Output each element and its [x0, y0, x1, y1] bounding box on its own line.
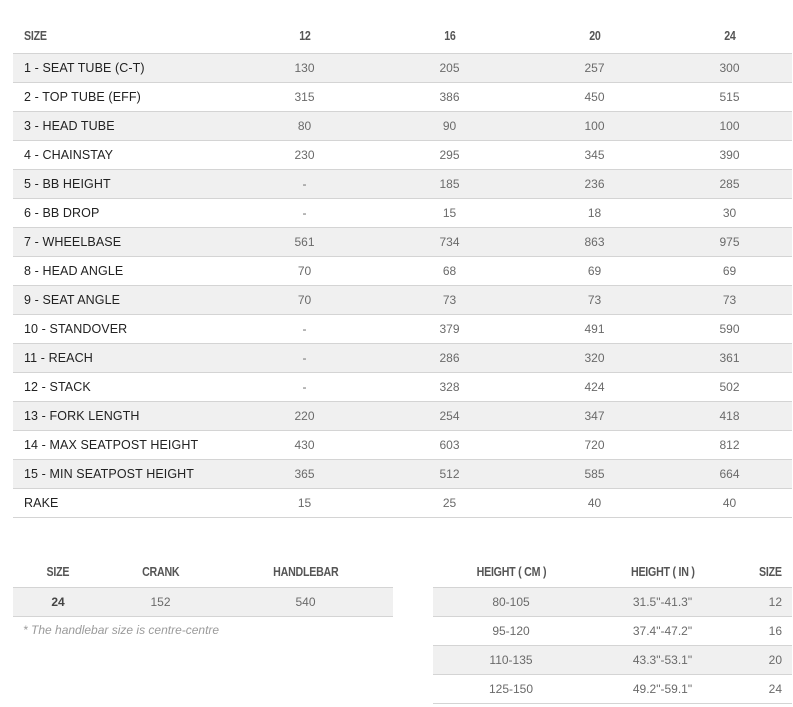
cell-value: 40: [722, 496, 737, 510]
row-label: 8 - HEAD ANGLE: [24, 264, 124, 278]
cell-value: 30: [722, 206, 737, 220]
components-table: [13, 556, 393, 617]
cell-value: -: [302, 380, 307, 394]
height-in-value: 43.3"-53.1": [632, 653, 693, 667]
cell-value: 491: [584, 322, 605, 336]
row-label: 3 - HEAD TUBE: [24, 119, 115, 133]
table-row: [13, 257, 792, 286]
row-label: 13 - FORK LENGTH: [24, 409, 140, 423]
cell-value: 100: [584, 119, 605, 133]
cell-value: 561: [294, 235, 315, 249]
geometry-body: [13, 54, 792, 518]
row-label: 12 - STACK: [24, 380, 91, 394]
geometry-table: [13, 19, 792, 518]
cell-value: 73: [442, 293, 457, 307]
row-label: RAKE: [24, 496, 59, 510]
table-row: [13, 373, 792, 402]
cell-value: 236: [584, 177, 605, 191]
cell-value: 285: [719, 177, 740, 191]
cell-value: 69: [722, 264, 737, 278]
height-cm-value: 95-120: [492, 624, 530, 638]
cell-value: -: [302, 177, 307, 191]
row-label: 5 - BB HEIGHT: [24, 177, 111, 191]
table-row: [13, 83, 792, 112]
table-row: [13, 286, 792, 315]
cell-value: 424: [584, 380, 605, 394]
row-label: 15 - MIN SEATPOST HEIGHT: [24, 467, 195, 481]
row-label: 2 - TOP TUBE (EFF): [24, 90, 141, 104]
components-header-row: [13, 556, 393, 588]
table-row: [433, 617, 792, 646]
cell-value: 257: [584, 61, 605, 75]
crank-value: 152: [150, 595, 171, 609]
cell-value: 230: [294, 148, 315, 162]
table-row: [13, 344, 792, 373]
cell-value: 863: [584, 235, 605, 249]
cell-value: 515: [719, 90, 740, 104]
cell-value: 512: [439, 467, 460, 481]
cell-value: 720: [584, 438, 605, 452]
row-label: 14 - MAX SEATPOST HEIGHT: [24, 438, 199, 452]
size-column-header: 24: [723, 28, 736, 43]
table-row: [13, 431, 792, 460]
table-row: [13, 402, 792, 431]
cell-value: 379: [439, 322, 460, 336]
cell-value: 315: [294, 90, 315, 104]
cell-value: 300: [719, 61, 740, 75]
height-cm-value: 80-105: [492, 595, 530, 609]
cell-value: 73: [722, 293, 737, 307]
cell-value: 68: [442, 264, 457, 278]
cell-value: 286: [439, 351, 460, 365]
size-column-header: 12: [298, 28, 311, 43]
size-header: SIZE: [24, 28, 47, 43]
cell-value: 130: [294, 61, 315, 75]
height-in-value: 49.2"-59.1": [632, 682, 693, 696]
row-label: 6 - BB DROP: [24, 206, 100, 220]
cell-value: 25: [442, 496, 457, 510]
geometry-header-row: [13, 19, 792, 54]
cell-value: 347: [584, 409, 605, 423]
cell-value: 734: [439, 235, 460, 249]
cell-value: 90: [442, 119, 457, 133]
cell-value: 254: [439, 409, 460, 423]
table-row: [433, 588, 792, 617]
table-row: [13, 199, 792, 228]
cell-value: 18: [587, 206, 602, 220]
handlebar-note: * The handlebar size is centre-centre: [23, 623, 220, 637]
table-row: [433, 646, 792, 675]
cell-value: 40: [587, 496, 602, 510]
rider-height-table: [433, 556, 792, 704]
rider-height-body: [433, 588, 792, 704]
cell-value: 100: [719, 119, 740, 133]
row-label: 10 - STANDOVER: [24, 322, 128, 336]
height-cm-value: 125-150: [488, 682, 534, 696]
handlebar-value: 540: [295, 595, 316, 609]
table-row: [13, 54, 792, 83]
height-in-value: 37.4"-47.2": [632, 624, 693, 638]
cell-value: 80: [297, 119, 312, 133]
cell-value: 390: [719, 148, 740, 162]
cell-value: 502: [719, 380, 740, 394]
cell-value: 418: [719, 409, 740, 423]
cell-value: 205: [439, 61, 460, 75]
height-cm-header: HEIGHT ( CM ): [476, 563, 546, 579]
table-row: [13, 170, 792, 199]
cell-value: 70: [297, 264, 312, 278]
size-column-header: 20: [588, 28, 601, 43]
cell-value: 585: [584, 467, 605, 481]
height-size-header: SIZE: [759, 563, 782, 579]
height-size-value: 20: [768, 653, 782, 667]
row-label: 11 - REACH: [24, 351, 93, 365]
size-column-header: 16: [443, 28, 456, 43]
handlebar-header: HANDLEBAR: [272, 563, 339, 579]
cell-value: 185: [439, 177, 460, 191]
row-label: 1 - SEAT TUBE (C-T): [24, 61, 145, 75]
cell-value: 975: [719, 235, 740, 249]
components-size-value: 24: [51, 595, 65, 609]
cell-value: 450: [584, 90, 605, 104]
cell-value: 386: [439, 90, 460, 104]
cell-value: 69: [587, 264, 602, 278]
cell-value: 73: [587, 293, 602, 307]
cell-value: -: [302, 206, 307, 220]
cell-value: -: [302, 351, 307, 365]
table-row: [13, 489, 792, 518]
cell-value: 295: [439, 148, 460, 162]
cell-value: 328: [439, 380, 460, 394]
components-size-header: SIZE: [46, 563, 70, 579]
height-size-value: 12: [768, 595, 782, 609]
cell-value: 603: [439, 438, 460, 452]
cell-value: 15: [297, 496, 312, 510]
table-row: [433, 675, 792, 704]
cell-value: 15: [442, 206, 457, 220]
cell-value: 590: [719, 322, 740, 336]
cell-value: 320: [584, 351, 605, 365]
table-row: [13, 460, 792, 489]
cell-value: 664: [719, 467, 740, 481]
height-in-header: HEIGHT ( IN ): [630, 563, 695, 579]
row-label: 7 - WHEELBASE: [24, 235, 122, 249]
table-row: [13, 141, 792, 170]
cell-value: 70: [297, 293, 312, 307]
row-label: 4 - CHAINSTAY: [24, 148, 114, 162]
row-label: 9 - SEAT ANGLE: [24, 293, 121, 307]
table-row: [13, 315, 792, 344]
cell-value: 812: [719, 438, 740, 452]
cell-value: -: [302, 322, 307, 336]
rider-height-header-row: [433, 556, 792, 588]
height-size-value: 24: [768, 682, 782, 696]
height-cm-value: 110-135: [489, 653, 533, 667]
cell-value: 430: [294, 438, 315, 452]
table-row: [13, 228, 792, 257]
cell-value: 345: [584, 148, 605, 162]
crank-header: CRANK: [141, 563, 180, 579]
cell-value: 365: [294, 467, 315, 481]
table-row: [13, 112, 792, 141]
cell-value: 361: [719, 351, 740, 365]
cell-value: 220: [294, 409, 315, 423]
height-in-value: 31.5"-41.3": [632, 595, 693, 609]
height-size-value: 16: [768, 624, 782, 638]
table-row: [13, 588, 393, 617]
